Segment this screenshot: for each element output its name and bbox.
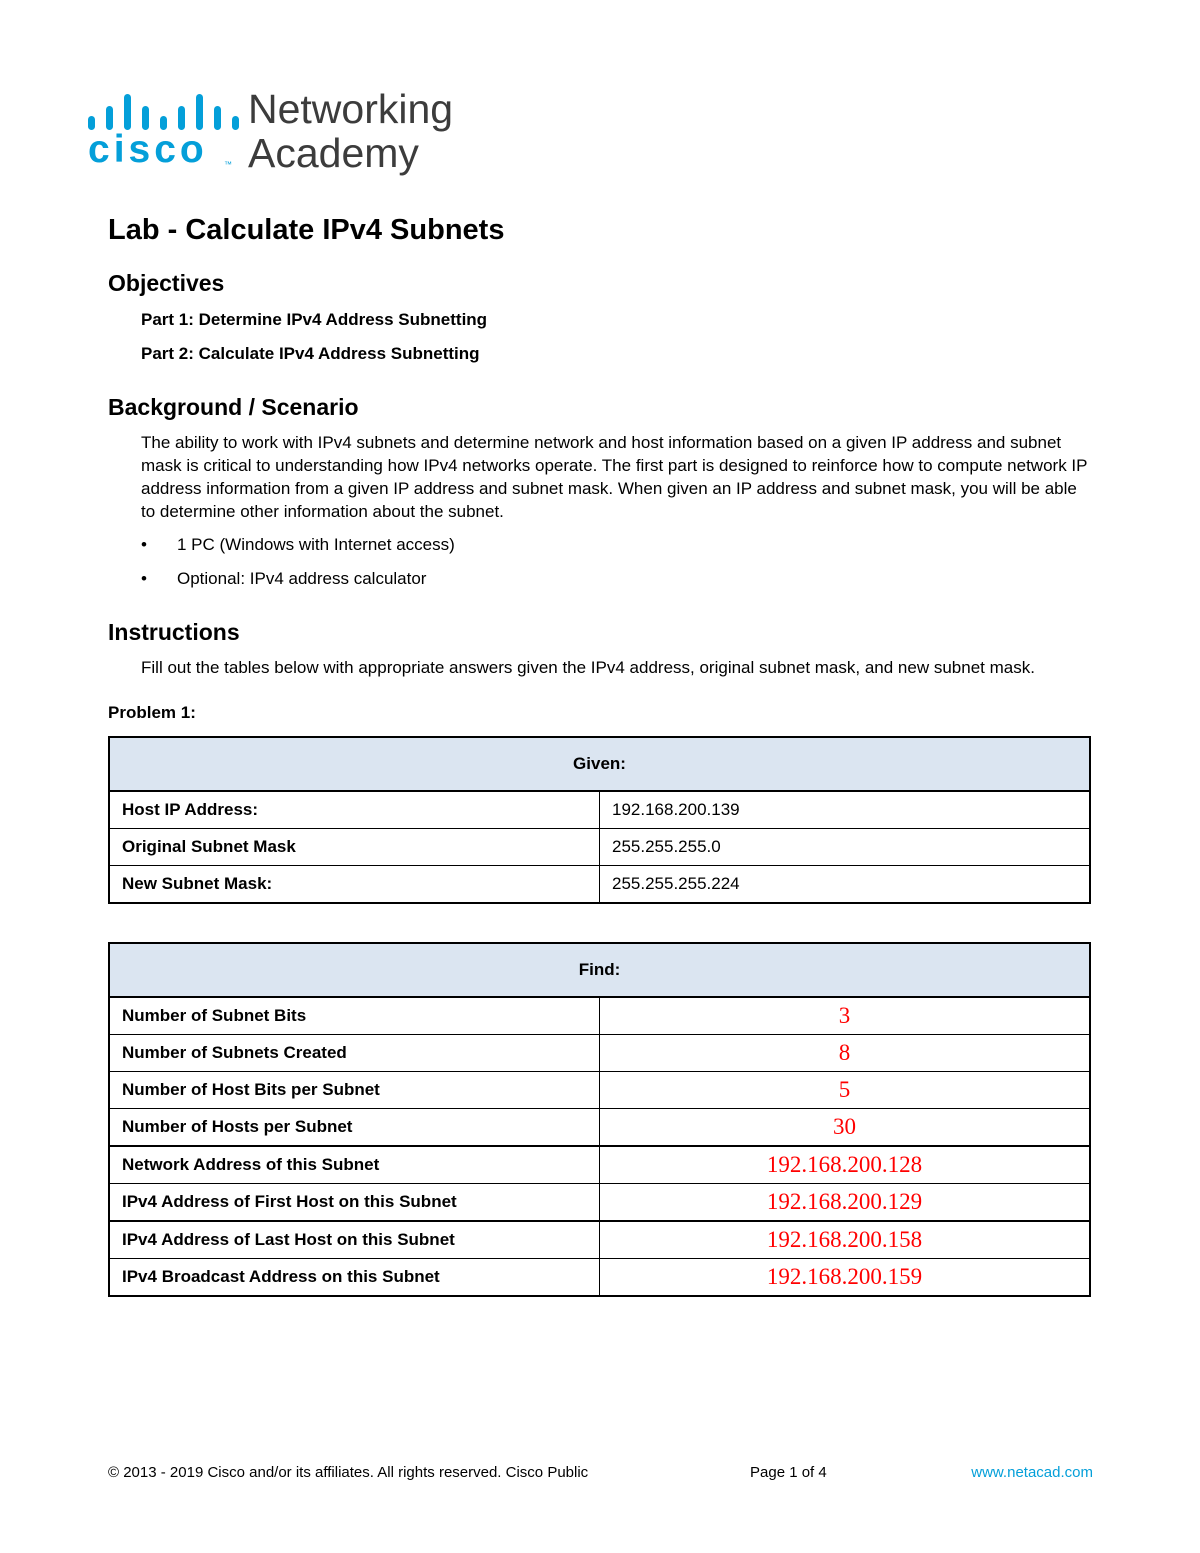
table-row [109, 1072, 1090, 1109]
background-heading: Background / Scenario [108, 394, 359, 420]
find-answer: 192.168.200.159 [600, 1259, 1091, 1297]
objectives-heading: Objectives [108, 270, 225, 296]
find-label: IPv4 Address of Last Host on this Subnet [109, 1221, 600, 1259]
background-text: The ability to work with IPv4 subnets and determine network and host information based on a given IP address and subnet mask is critical to understanding how IPv4 networks operate. The first part is designed to reinforce how to compute network IP address information from a given IP address and subnet mask. When given an IP address and subnet mask, you will be able to determine other information about the subnet. [141, 433, 1088, 521]
page-title: Lab - Calculate IPv4 Subnets [108, 214, 505, 246]
table-row [109, 866, 1090, 904]
given-header: Given: [109, 737, 1090, 791]
find-label: IPv4 Address of First Host on this Subnet [109, 1184, 600, 1222]
footer-copyright: © 2013 - 2019 Cisco and/or its affiliates. All rights reserved. Cisco Public [108, 1464, 589, 1481]
footer-page-number: Page 1 of 4 [750, 1464, 827, 1481]
find-header: Find: [109, 943, 1090, 997]
find-label: Number of Subnet Bits [109, 997, 600, 1035]
page-footer [108, 1464, 1093, 1484]
table-row [109, 1146, 1090, 1184]
table-row [109, 1259, 1090, 1297]
trademark-mark: ™ [224, 160, 232, 169]
find-answer: 3 [600, 997, 1091, 1035]
document-body [108, 210, 1093, 1297]
find-label: Number of Hosts per Subnet [109, 1109, 600, 1147]
find-label: Network Address of this Subnet [109, 1146, 600, 1184]
table-row [109, 791, 1090, 829]
list-item: • Optional: IPv4 address calculator [141, 567, 1093, 590]
table-row [109, 1221, 1090, 1259]
find-label: Number of Subnets Created [109, 1035, 600, 1072]
find-answer: 192.168.200.158 [600, 1221, 1091, 1259]
instructions-heading: Instructions [108, 619, 240, 645]
table-row [109, 1184, 1090, 1222]
find-answer: 192.168.200.128 [600, 1146, 1091, 1184]
cisco-networking-academy-logo [86, 84, 486, 184]
cisco-wordmark: cisco [88, 128, 208, 171]
find-answer: 8 [600, 1035, 1091, 1072]
find-answer: 30 [600, 1109, 1091, 1147]
find-answer: 5 [600, 1072, 1091, 1109]
find-label: IPv4 Broadcast Address on this Subnet [109, 1259, 600, 1297]
table-row [109, 1035, 1090, 1072]
instructions-text: Fill out the tables below with appropriate answers given the IPv4 address, original subnet mask, and new subnet mask. [141, 658, 1035, 677]
find-label: Number of Host Bits per Subnet [109, 1072, 600, 1109]
find-table [108, 942, 1091, 1297]
given-label: Original Subnet Mask [109, 829, 600, 866]
table-row [109, 1109, 1090, 1147]
objective-part-1: Part 1: Determine IPv4 Address Subnetting [141, 310, 488, 329]
given-value: 192.168.200.139 [600, 791, 1091, 829]
table-row [109, 829, 1090, 866]
table-row [109, 997, 1090, 1035]
equipment-list [141, 533, 1093, 590]
objective-part-2: Part 2: Calculate IPv4 Address Subnetting [141, 344, 480, 363]
problem-heading: Problem 1: [108, 703, 196, 722]
list-item: • 1 PC (Windows with Internet access) [141, 533, 1093, 556]
given-value: 255.255.255.224 [600, 866, 1091, 904]
cisco-bars-icon [86, 90, 236, 130]
logo-networking: Networking [248, 86, 454, 132]
given-label: New Subnet Mask: [109, 866, 600, 904]
given-label: Host IP Address: [109, 791, 600, 829]
find-answer: 192.168.200.129 [600, 1184, 1091, 1222]
footer-link[interactable]: www.netacad.com [971, 1464, 1093, 1481]
given-table [108, 736, 1091, 904]
given-value: 255.255.255.0 [600, 829, 1091, 866]
logo-academy: Academy [248, 130, 419, 176]
